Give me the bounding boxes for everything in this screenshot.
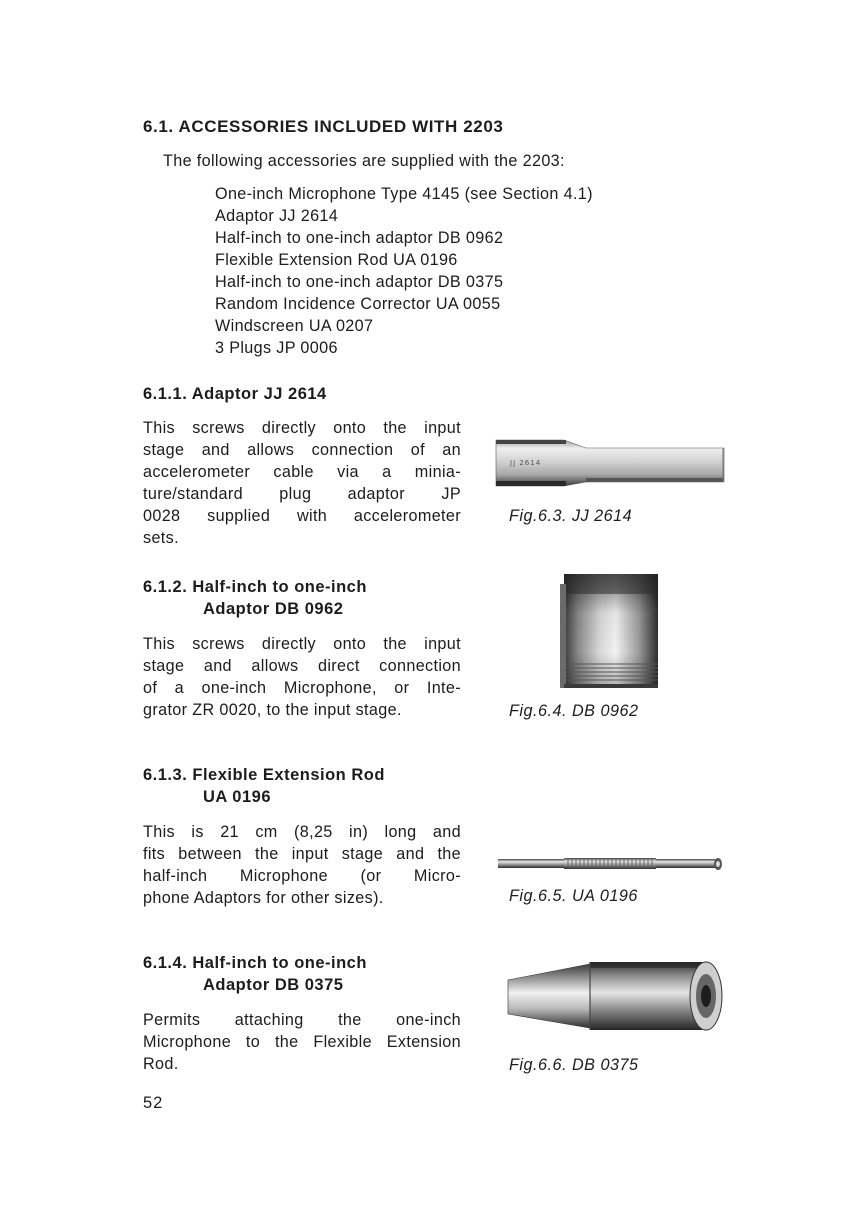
body-line: fits between the input stage and the bbox=[143, 845, 461, 863]
adaptor-db0375-image bbox=[506, 956, 726, 1036]
subsection-heading: 6.1.3. Flexible Extension Rod bbox=[143, 766, 385, 784]
subsection-body bbox=[143, 633, 461, 721]
subsection-heading: Adaptor DB 0375 bbox=[203, 976, 344, 994]
figure-caption: Fig.6.3. JJ 2614 bbox=[509, 507, 633, 525]
figure-caption: Fig.6.4. DB 0962 bbox=[509, 702, 639, 720]
subsection-heading: UA 0196 bbox=[203, 788, 272, 806]
page-number: 52 bbox=[143, 1094, 164, 1112]
body-line: accelerometer cable via a minia- bbox=[143, 463, 461, 481]
subsection-body bbox=[143, 417, 461, 549]
body-line: Rod. bbox=[143, 1055, 179, 1073]
figure-caption: Fig.6.5. UA 0196 bbox=[509, 887, 638, 905]
list-item: Random Incidence Corrector UA 0055 bbox=[215, 295, 501, 313]
list-item: 3 Plugs JP 0006 bbox=[215, 339, 338, 357]
subsection-heading: Adaptor DB 0962 bbox=[203, 600, 344, 618]
subsection-body bbox=[143, 1009, 461, 1075]
body-line: This screws directly onto the input bbox=[143, 635, 461, 653]
list-item: Half-inch to one-inch adaptor DB 0962 bbox=[215, 229, 504, 247]
body-line: ture/standard plug adaptor JP bbox=[143, 485, 461, 503]
subsection-body bbox=[143, 821, 461, 909]
body-line: Microphone to the Flexible Extension bbox=[143, 1033, 461, 1051]
body-line: half-inch Microphone (or Micro- bbox=[143, 867, 461, 885]
engraving-label: JJ 2614 bbox=[510, 459, 542, 467]
body-line: stage and allows connection of an bbox=[143, 441, 461, 459]
body-line: This screws directly onto the input bbox=[143, 419, 461, 437]
list-item: One-inch Microphone Type 4145 (see Section 4.1) bbox=[215, 185, 593, 203]
body-line: sets. bbox=[143, 529, 179, 547]
body-line: stage and allows direct connection bbox=[143, 657, 461, 675]
body-line: Permits attaching the one-inch bbox=[143, 1011, 461, 1029]
body-line: This is 21 cm (8,25 in) long and bbox=[143, 823, 461, 841]
list-item: Flexible Extension Rod UA 0196 bbox=[215, 251, 458, 269]
list-item: Adaptor JJ 2614 bbox=[215, 207, 339, 225]
body-line: 0028 supplied with accelerometer bbox=[143, 507, 461, 525]
accessories-list bbox=[215, 183, 675, 363]
body-line: grator ZR 0020, to the input stage. bbox=[143, 701, 402, 719]
subsection-heading: 6.1.4. Half-inch to one-inch bbox=[143, 954, 367, 972]
subsection-heading: 6.1.1. Adaptor JJ 2614 bbox=[143, 385, 327, 403]
section-intro: The following accessories are supplied with the 2203: bbox=[163, 152, 565, 170]
adaptor-db0962-image bbox=[560, 572, 660, 692]
figure-caption: Fig.6.6. DB 0375 bbox=[509, 1056, 639, 1074]
list-item: Half-inch to one-inch adaptor DB 0375 bbox=[215, 273, 504, 291]
section-title: 6.1. ACCESSORIES INCLUDED WITH 2203 bbox=[143, 117, 504, 136]
body-line: of a one-inch Microphone, or Inte- bbox=[143, 679, 461, 697]
body-line: phone Adaptors for other sizes). bbox=[143, 889, 384, 907]
subsection-heading: 6.1.2. Half-inch to one-inch bbox=[143, 578, 367, 596]
extension-rod-ua0196-image bbox=[496, 854, 726, 874]
adaptor-jj2614-image bbox=[494, 430, 726, 490]
list-item: Windscreen UA 0207 bbox=[215, 317, 374, 335]
